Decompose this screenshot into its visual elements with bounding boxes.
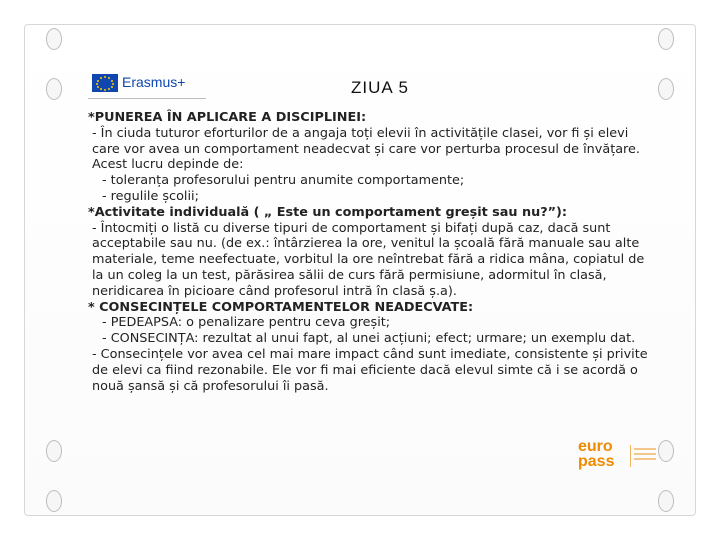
term-definition: : o penalizare pentru ceva greșit; xyxy=(177,315,391,331)
term-label: PEDEAPSA xyxy=(110,315,178,331)
europass-word-1: euro xyxy=(578,438,613,455)
ring-decoration xyxy=(46,28,62,50)
list-item: - toleranța profesorului pentru anumite comportamente; xyxy=(102,173,465,189)
europass-word-2: pass xyxy=(578,453,615,470)
ring-decoration xyxy=(46,78,62,100)
logo-divider xyxy=(88,98,206,99)
list-item: - regulile școlii; xyxy=(102,188,199,204)
ring-decoration xyxy=(658,78,674,100)
eu-flag-icon xyxy=(92,74,118,92)
term-definition: : rezultat al unui fapt, al unei acțiuni; efect; urmare; un exemplu dat. xyxy=(194,331,636,347)
europass-tagline-icon xyxy=(630,445,659,467)
heading-discipline: *PUNEREA ÎN APLICARE A DISCIPLINEI: xyxy=(88,110,367,125)
paragraph-conclusion: - Consecințele vor avea cel mai mare impact când sunt imediate, consistente și privite de elevi ca fiind rezonabile. Ele vor fi mai eficiente dacă elevul simte că i se acordă o nouă șansă și că profesorului îi pasă. xyxy=(92,346,648,394)
paragraph-intro: - În ciuda tuturor eforturilor de a angaja toți elevii în activitățile clasei, vor fi și elevi care vor avea un comportament neadecvat și care vor perturba procesul de învățare. Acest lucru depinde de: xyxy=(92,125,640,173)
paragraph-activity: - Întocmiți o listă cu diverse tipuri de comportament și bifați după caz, dacă sunt acceptabile sau nu. (de ex.: întârzierea la ore, venitul la școală fără manuale sau alte materiale, teme neefectuate, vorbitul la ore neîntrebat fără a ridica mâna, copiatul de la un coleg la un test, părăsirea sălii de curs fără permisiune, adormitul în clasă, neridicarea în picioare când profesorul intră în clasă ș.a). xyxy=(92,220,645,299)
ring-decoration xyxy=(658,490,674,512)
ring-decoration xyxy=(658,28,674,50)
term-label: CONSECINȚA xyxy=(110,331,195,347)
heading-activity: *Activitate individuală ( „ Este un comportament greșit sau nu?”): xyxy=(88,204,568,220)
erasmus-logo xyxy=(88,66,206,104)
definition-consequence: - CONSECINȚA: rezultat al unui fapt, al unei acțiuni; efect; urmare; un exemplu dat. xyxy=(102,331,636,347)
slide-title: ZIUA 5 xyxy=(351,78,409,97)
definition-punishment: - PEDEAPSA: o penalizare pentru ceva greșit; xyxy=(102,315,391,331)
ring-decoration xyxy=(46,490,62,512)
erasmus-wordmark: Erasmus+ xyxy=(122,74,186,90)
slide-body xyxy=(88,110,648,394)
europass-logo xyxy=(578,440,658,472)
ring-decoration xyxy=(658,440,674,462)
ring-decoration xyxy=(46,440,62,462)
heading-consequences: * CONSECINȚELE COMPORTAMENTELOR NEADECVATE: xyxy=(88,299,474,315)
